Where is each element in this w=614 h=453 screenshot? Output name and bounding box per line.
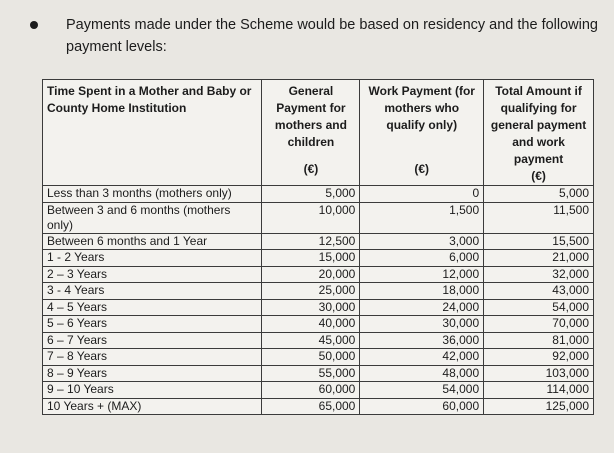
cell-general-payment: 30,000 [262, 299, 360, 316]
cell-work-payment: 1,500 [360, 202, 484, 233]
cell-general-payment: 55,000 [262, 365, 360, 382]
payments-table [42, 79, 594, 415]
cell-time-spent: Between 3 and 6 months (mothers only) [43, 202, 262, 233]
header-row [43, 80, 594, 186]
cell-total-amount: 103,000 [484, 365, 594, 382]
table-row [43, 266, 594, 283]
header-total-amount: Total Amount if qualifying for general payment and work payment (€) [484, 80, 594, 186]
header-time-spent: Time Spent in a Mother and Baby or County Home Institution [43, 80, 262, 186]
cell-work-payment: 36,000 [360, 332, 484, 349]
cell-general-payment: 5,000 [262, 186, 360, 203]
cell-total-amount: 92,000 [484, 349, 594, 366]
cell-total-amount: 70,000 [484, 316, 594, 333]
cell-total-amount: 11,500 [484, 202, 594, 233]
table-row [43, 316, 594, 333]
table-row [43, 398, 594, 415]
intro-line-2: payment levels: [66, 39, 167, 55]
cell-general-payment: 15,000 [262, 250, 360, 267]
cell-total-amount: 21,000 [484, 250, 594, 267]
table-row [43, 202, 594, 233]
cell-work-payment: 30,000 [360, 316, 484, 333]
cell-general-payment: 65,000 [262, 398, 360, 415]
table-row [43, 250, 594, 267]
cell-work-payment: 12,000 [360, 266, 484, 283]
cell-work-payment: 6,000 [360, 250, 484, 267]
table-row [43, 233, 594, 250]
table-row [43, 382, 594, 399]
unit-general: (€) [303, 162, 319, 176]
cell-time-spent: 8 – 9 Years [43, 365, 262, 382]
cell-work-payment: 48,000 [360, 365, 484, 382]
cell-time-spent: Between 6 months and 1 Year [43, 233, 262, 250]
cell-total-amount: 54,000 [484, 299, 594, 316]
cell-total-amount: 125,000 [484, 398, 594, 415]
cell-work-payment: 3,000 [360, 233, 484, 250]
cell-general-payment: 45,000 [262, 332, 360, 349]
cell-general-payment: 25,000 [262, 283, 360, 300]
cell-general-payment: 12,500 [262, 233, 360, 250]
table-row [43, 299, 594, 316]
table-row [43, 365, 594, 382]
cell-general-payment: 10,000 [262, 202, 360, 233]
header-work-payment: Work Payment (for mothers who qualify only) (€) [360, 80, 484, 186]
cell-work-payment: 18,000 [360, 283, 484, 300]
table-row [43, 349, 594, 366]
cell-total-amount: 81,000 [484, 332, 594, 349]
unit-total: (€) [531, 169, 546, 183]
cell-general-payment: 40,000 [262, 316, 360, 333]
cell-time-spent: 6 – 7 Years [43, 332, 262, 349]
cell-work-payment: 24,000 [360, 299, 484, 316]
intro-line-1: Payments made under the Scheme would be based on residency and the following [66, 17, 598, 33]
cell-work-payment: 42,000 [360, 349, 484, 366]
cell-time-spent: 5 – 6 Years [43, 316, 262, 333]
cell-time-spent: 1 - 2 Years [43, 250, 262, 267]
cell-total-amount: 43,000 [484, 283, 594, 300]
cell-total-amount: 114,000 [484, 382, 594, 399]
cell-time-spent: 4 – 5 Years [43, 299, 262, 316]
cell-general-payment: 60,000 [262, 382, 360, 399]
table-row [43, 283, 594, 300]
cell-time-spent: 9 – 10 Years [43, 382, 262, 399]
intro-paragraph [30, 14, 600, 58]
cell-time-spent: 10 Years + (MAX) [43, 398, 262, 415]
cell-time-spent: 7 – 8 Years [43, 349, 262, 366]
unit-work: (€) [414, 162, 430, 176]
table-row [43, 332, 594, 349]
bullet-icon [30, 21, 38, 29]
table-row [43, 186, 594, 203]
cell-work-payment: 60,000 [360, 398, 484, 415]
cell-time-spent: Less than 3 months (mothers only) [43, 186, 262, 203]
cell-time-spent: 2 – 3 Years [43, 266, 262, 283]
cell-work-payment: 0 [360, 186, 484, 203]
cell-total-amount: 32,000 [484, 266, 594, 283]
cell-work-payment: 54,000 [360, 382, 484, 399]
cell-general-payment: 50,000 [262, 349, 360, 366]
header-general-payment: General Payment for mothers and children (€) [262, 80, 360, 186]
cell-general-payment: 20,000 [262, 266, 360, 283]
cell-time-spent: 3 - 4 Years [43, 283, 262, 300]
cell-total-amount: 15,500 [484, 233, 594, 250]
cell-total-amount: 5,000 [484, 186, 594, 203]
